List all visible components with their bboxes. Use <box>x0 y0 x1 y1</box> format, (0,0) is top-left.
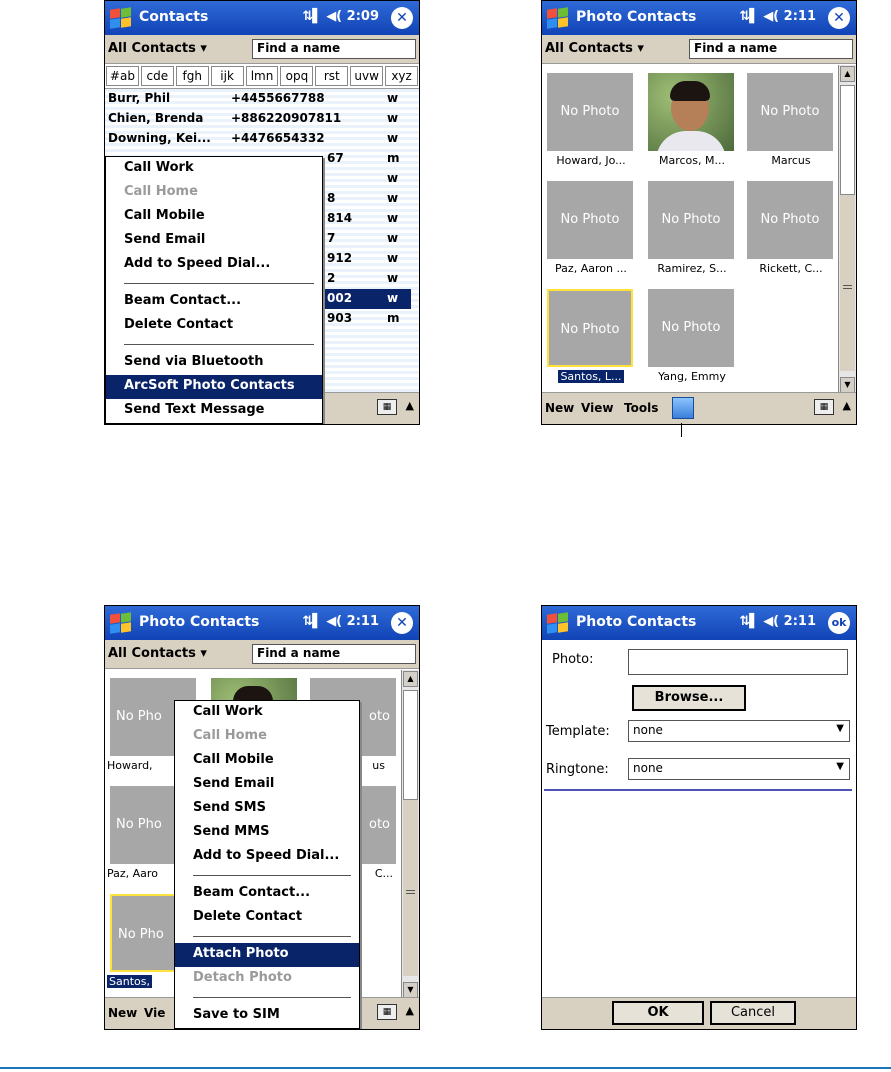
start-menu-icon[interactable] <box>546 7 570 29</box>
no-photo-placeholder: No Photo <box>747 73 833 151</box>
clock: 2:09 <box>346 9 379 24</box>
menu-arcsoft-photo-contacts[interactable]: ArcSoft Photo Contacts <box>106 375 322 399</box>
photo-contacts-screen <box>541 0 857 425</box>
alpha-tab[interactable]: opq <box>280 66 313 86</box>
status-area[interactable] <box>302 614 379 629</box>
menu-send-text-message[interactable]: Send Text Message <box>124 402 265 417</box>
menu-detach-photo: Detach Photo <box>193 970 292 985</box>
menu-beam-contact[interactable]: Beam Contact... <box>193 885 311 900</box>
new-menu[interactable]: New <box>108 1006 138 1020</box>
keyboard-icon[interactable]: ▦ <box>377 1004 397 1020</box>
menu-send-email[interactable]: Send Email <box>193 776 275 791</box>
vertical-scrollbar[interactable] <box>401 670 419 999</box>
photo-tile[interactable]: No Photo Ramirez, S... <box>643 175 741 283</box>
contact-row[interactable]: 8 w <box>327 191 399 205</box>
menu-delete-contact[interactable]: Delete Contact <box>193 909 303 924</box>
photo-contacts-menu-screen <box>104 605 420 1030</box>
template-select[interactable]: none ▼ <box>628 720 850 742</box>
no-photo-placeholder: No Photo <box>547 73 633 151</box>
alpha-tab[interactable]: uvw <box>350 66 383 86</box>
tools-menu[interactable]: Tools <box>624 401 659 415</box>
title-bar <box>542 606 856 640</box>
filter-bar <box>542 35 856 64</box>
close-icon[interactable]: ✕ <box>391 612 413 634</box>
menu-send-sms[interactable]: Send SMS <box>193 800 266 815</box>
clock: 2:11 <box>346 614 379 629</box>
keyboard-icon[interactable]: ▦ <box>377 399 397 415</box>
photo-form <box>542 640 856 1000</box>
title-bar <box>105 1 419 35</box>
photo-tile[interactable]: No Photo Yang, Emmy <box>643 283 741 391</box>
menu-call-mobile[interactable]: Call Mobile <box>193 752 274 767</box>
alpha-tab[interactable]: rst <box>315 66 348 86</box>
photo-path-input[interactable] <box>628 649 848 675</box>
signal-icon: ⇅▌ <box>302 614 322 629</box>
scroll-up-icon[interactable]: ▲ <box>840 66 855 82</box>
close-icon[interactable]: ✕ <box>391 7 413 29</box>
menu-separator <box>193 875 351 876</box>
button-bar <box>542 997 856 1029</box>
photo-tile[interactable]: No Photo Rickett, C... <box>742 175 840 283</box>
photo-tile[interactable]: Marcos, M... <box>643 67 741 175</box>
menu-call-mobile[interactable]: Call Mobile <box>124 208 205 223</box>
start-menu-icon[interactable] <box>109 612 133 634</box>
photo-tile[interactable]: oto us <box>305 672 403 780</box>
no-photo-placeholder: No Photo <box>547 289 633 367</box>
menu-add-speed-dial[interactable]: Add to Speed Dial... <box>124 256 271 271</box>
alpha-tab[interactable]: xyz <box>385 66 418 86</box>
template-label: Template: <box>546 724 610 739</box>
app-title: Contacts <box>139 9 209 25</box>
find-name-input[interactable]: Find a name <box>689 39 853 59</box>
start-menu-icon[interactable] <box>109 7 133 29</box>
scroll-thumb[interactable] <box>403 690 418 800</box>
menu-attach-photo[interactable]: Attach Photo <box>175 943 359 967</box>
chevron-down-icon: ▼ <box>836 723 844 734</box>
menu-separator <box>193 936 351 937</box>
close-icon[interactable]: ✕ <box>828 7 850 29</box>
contact-row[interactable]: 912 w <box>327 251 399 265</box>
photo-tile[interactable]: No Pho Howard, <box>105 672 203 780</box>
view-menu[interactable]: Vie <box>144 1006 166 1020</box>
start-menu-icon[interactable] <box>546 612 570 634</box>
ok-icon[interactable]: ok <box>828 612 850 634</box>
scroll-up-icon[interactable]: ▲ <box>403 671 418 687</box>
sip-arrow-icon[interactable]: ▲ <box>405 1004 414 1017</box>
filter-bar <box>105 640 419 669</box>
photo-tile[interactable]: oto C... <box>305 780 403 888</box>
photo-tile-selected[interactable]: No Photo Santos, L... <box>542 283 640 391</box>
contact-row[interactable]: 7 w <box>327 231 399 245</box>
status-area[interactable] <box>739 614 816 629</box>
signal-icon: ⇅▌ <box>739 9 759 24</box>
menu-beam-contact[interactable]: Beam Contact... <box>124 293 242 308</box>
find-name-input[interactable]: Find a name <box>252 644 416 664</box>
photo-grid <box>542 65 838 394</box>
divider <box>544 789 852 791</box>
scroll-thumb[interactable] <box>840 85 855 195</box>
app-title: Photo Contacts <box>576 614 697 630</box>
scroll-down-icon[interactable]: ▼ <box>403 982 418 998</box>
menu-send-email[interactable]: Send Email <box>124 232 206 247</box>
category-dropdown[interactable]: All Contacts ▾ <box>108 646 207 661</box>
menu-call-work[interactable]: Call Work <box>124 160 194 175</box>
app-title: Photo Contacts <box>139 614 260 630</box>
menu-separator <box>124 344 314 345</box>
menu-call-home: Call Home <box>193 728 267 743</box>
photo-tile[interactable]: No Photo Marcus <box>742 67 840 175</box>
menu-send-mms[interactable]: Send MMS <box>193 824 270 839</box>
photo-tile[interactable]: No Photo Howard, Jo... <box>542 67 640 175</box>
status-area[interactable] <box>302 9 379 24</box>
contact-row[interactable]: 814 w <box>327 211 399 225</box>
alpha-tab[interactable]: #ab <box>106 66 139 86</box>
contact-row[interactable]: Burr, Phil +4455667788 w <box>108 91 399 105</box>
contact-row[interactable]: w <box>387 171 399 185</box>
view-menu[interactable]: View <box>581 401 614 415</box>
filter-bar <box>105 35 419 64</box>
contact-row[interactable]: 67 m <box>327 151 400 165</box>
contact-row[interactable]: Chien, Brenda +886220907811 w <box>108 111 399 125</box>
photo-label: Photo: <box>552 652 594 667</box>
title-bar <box>542 1 856 35</box>
sip-arrow-icon[interactable]: ▲ <box>405 399 414 412</box>
contact-photo <box>648 73 734 151</box>
alpha-tab[interactable]: cde <box>141 66 174 86</box>
status-area[interactable] <box>739 9 816 24</box>
browse-button[interactable]: Browse... <box>632 685 746 711</box>
contacts-screen <box>104 0 420 425</box>
volume-icon: ◀( <box>763 9 784 24</box>
menu-add-speed-dial[interactable]: Add to Speed Dial... <box>193 848 340 863</box>
contact-row[interactable]: 2 w <box>327 271 399 285</box>
no-photo-placeholder: No Photo <box>648 289 734 367</box>
photo-tile-selected[interactable]: No Pho Santos, <box>105 888 203 996</box>
category-dropdown[interactable]: All Contacts ▾ <box>545 41 644 56</box>
contact-row-selected[interactable]: 002 w <box>105 289 419 309</box>
no-photo-placeholder: No Photo <box>547 181 633 259</box>
sip-arrow-icon[interactable]: ▲ <box>842 399 851 412</box>
no-photo-placeholder: No Photo <box>747 181 833 259</box>
clock: 2:11 <box>783 9 816 24</box>
photo-tile[interactable]: No Pho Paz, Aaro <box>105 780 203 888</box>
ok-button[interactable]: OK <box>612 1001 704 1025</box>
menu-save-to-sim[interactable]: Save to SIM <box>193 1007 280 1022</box>
signal-icon: ⇅▌ <box>739 614 759 629</box>
cancel-button[interactable]: Cancel <box>710 1001 796 1025</box>
category-dropdown[interactable]: All Contacts ▾ <box>108 41 207 56</box>
vertical-scrollbar[interactable] <box>838 65 856 394</box>
app-title: Photo Contacts <box>576 9 697 25</box>
page-rule <box>0 1067 891 1069</box>
menu-call-work[interactable]: Call Work <box>193 704 263 719</box>
menu-send-bluetooth[interactable]: Send via Bluetooth <box>124 354 264 369</box>
alpha-tab[interactable]: fgh <box>176 66 209 86</box>
title-bar <box>105 606 419 640</box>
callout-line <box>681 423 682 437</box>
photo-contacts-icon[interactable] <box>672 397 694 419</box>
menu-separator <box>193 997 351 998</box>
volume-icon: ◀( <box>763 614 784 629</box>
new-menu[interactable]: New <box>545 401 575 415</box>
context-menu <box>174 700 360 1029</box>
alpha-tab[interactable]: lmn <box>246 66 279 86</box>
menu-call-home: Call Home <box>124 184 198 199</box>
context-menu <box>105 156 323 424</box>
menu-delete-contact[interactable]: Delete Contact <box>124 317 234 332</box>
signal-icon: ⇅▌ <box>302 9 322 24</box>
clock: 2:11 <box>783 614 816 629</box>
ringtone-select[interactable]: none ▼ <box>628 758 850 780</box>
keyboard-icon[interactable]: ▦ <box>814 399 834 415</box>
photo-tile[interactable]: No Photo Paz, Aaron ... <box>542 175 640 283</box>
volume-icon: ◀( <box>326 9 347 24</box>
no-photo-placeholder: No Photo <box>648 181 734 259</box>
volume-icon: ◀( <box>326 614 347 629</box>
menu-separator <box>124 283 314 284</box>
alpha-tabs <box>105 64 419 89</box>
alpha-tab[interactable]: ijk <box>211 66 244 86</box>
scroll-down-icon[interactable]: ▼ <box>840 377 855 393</box>
contact-row[interactable]: 903 m <box>327 311 400 325</box>
contact-row[interactable]: Downing, Kei... +4476654332 w <box>108 131 399 145</box>
command-bar <box>542 392 856 424</box>
chevron-down-icon: ▼ <box>836 761 844 772</box>
attach-photo-screen <box>541 605 857 1030</box>
ringtone-label: Ringtone: <box>546 762 609 777</box>
find-name-input[interactable]: Find a name <box>252 39 416 59</box>
